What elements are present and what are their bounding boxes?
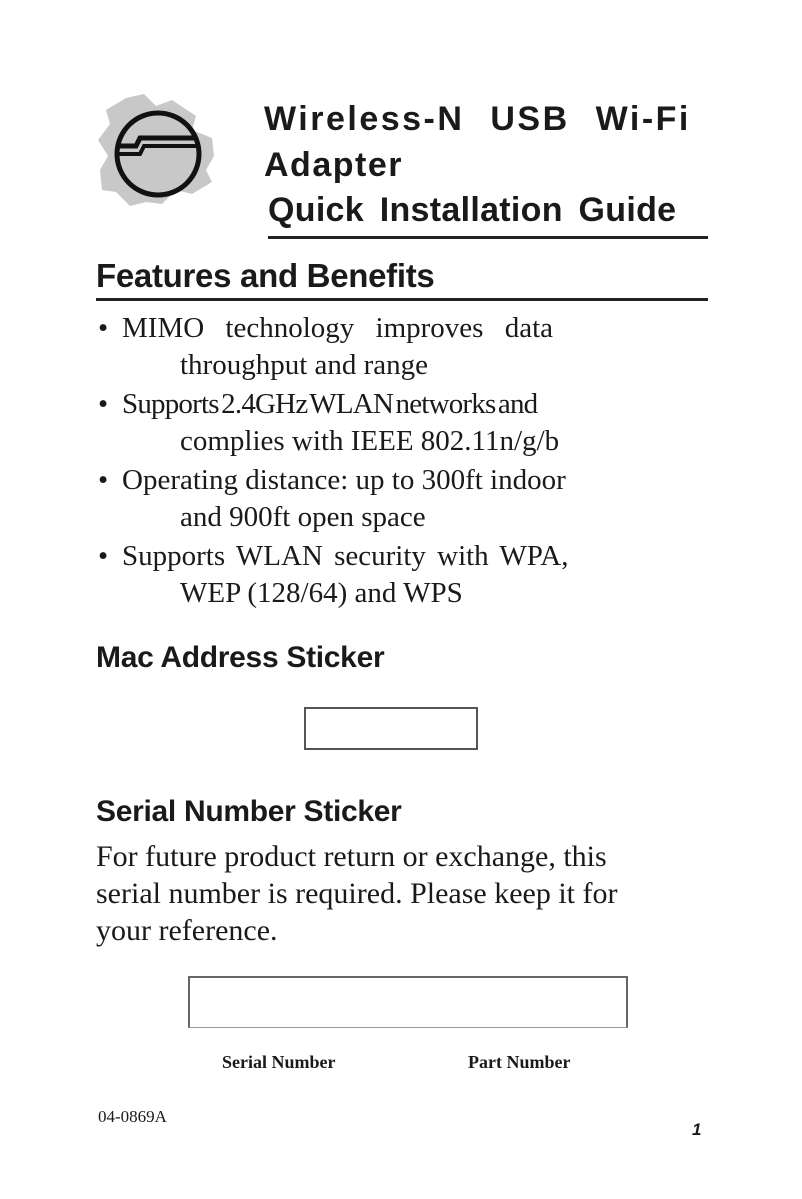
list-item: • Operating distance: up to 300ft indoor and 900ft open space [98, 464, 566, 533]
bullet-icon: • [98, 388, 109, 420]
title-divider [268, 236, 708, 239]
title-line-3: Quick Installation Guide [268, 191, 677, 229]
bullet-icon: • [98, 464, 109, 496]
list-item: • Supports WLAN security with WPA, WEP (128/64) and WPS [98, 540, 569, 609]
document-title [264, 96, 708, 233]
part-number-label: Part Number [468, 1052, 571, 1072]
document-number: 04-0869A [98, 1107, 167, 1126]
company-logo-icon [96, 94, 220, 206]
title-line-1: Wireless-N USB Wi-Fi [264, 100, 691, 138]
features-divider [96, 298, 708, 301]
bullet-icon: • [98, 540, 109, 572]
bullet-icon: • [98, 312, 109, 344]
serial-number-paragraph: For future product return or exchange, this serial number is required. Please keep it for your reference. [96, 840, 618, 947]
serial-number-label: Serial Number [222, 1052, 336, 1072]
list-item: • Supports 2.4GHz WLAN networks and complies with IEEE 802.11n/g/b [98, 388, 560, 457]
mac-address-sticker-box [304, 707, 478, 750]
serial-number-sticker-box [188, 976, 628, 1028]
features-list [98, 310, 658, 614]
list-item: • MIMO technology improves data throughput and range [98, 312, 554, 381]
mac-address-heading: Mac Address Sticker [96, 641, 385, 674]
title-line-2: Adapter [264, 146, 403, 184]
serial-number-heading: Serial Number Sticker [96, 795, 402, 828]
page-number: 1 [692, 1120, 702, 1139]
features-heading: Features and Benefits [96, 257, 435, 294]
